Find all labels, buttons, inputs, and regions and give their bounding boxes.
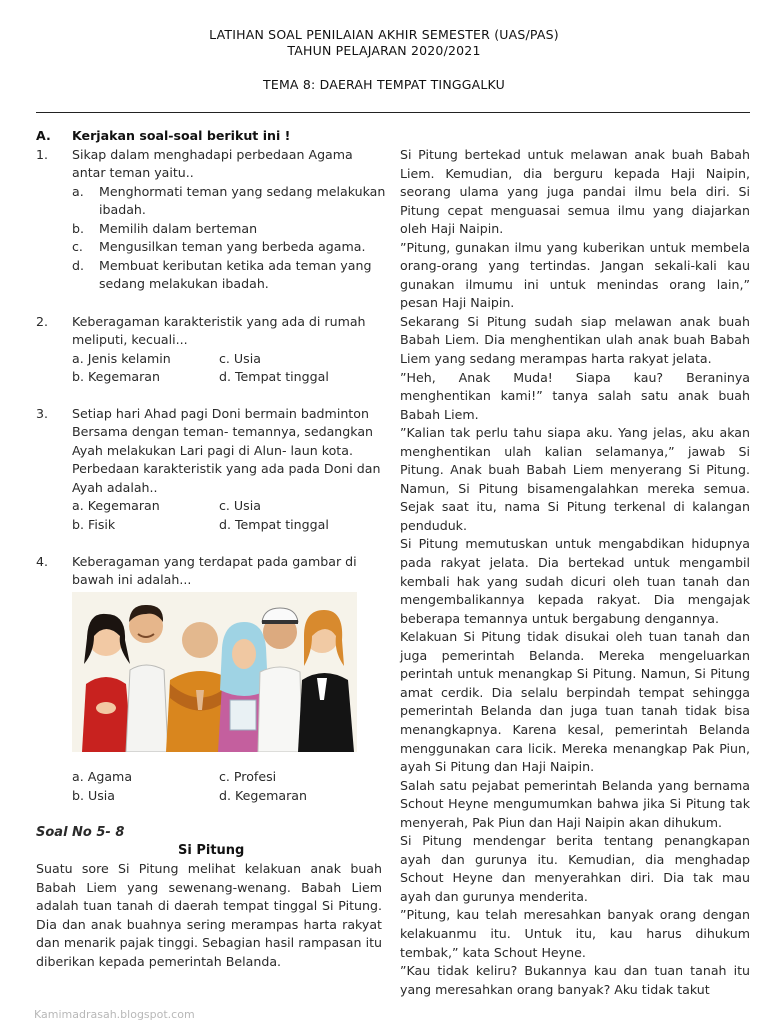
doc-year: TAHUN PELAJARAN 2020/2021 [287,43,481,58]
story-paragraph: Salah satu pejabat pemerintah Belanda yang bernama Schout Heyne mengumumkan bahwa jika Si Pitung tak menyerah, Pak Piun dan Haji Naipin akan dihukum. [400,777,750,830]
q1-option-letter: c. [72,239,83,254]
q3-option-b: b. Fisik [72,517,116,532]
q4-option-d: d. Kegemaran [219,788,307,803]
q1-option-d-cont: sedang melakukan ibadah. [99,276,269,291]
q2-option-b: b. Kegemaran [72,369,160,384]
q2-number: 2. [36,314,49,329]
story-paragraph: ”Pitung, kau telah meresahkan banyak orang dengan kelakuanmu itu. Untuk itu, kau harus dihukum tembak,” kata Schout Heyne. [400,907,750,960]
q1-option-b: Memilih dalam berteman [99,221,258,236]
story-paragraph: Si Pitung memutuskan untuk mengabdikan hidupnya pada rakyat jelata. Dia bertekad untuk mengambil kembali hak yang sudah dicuri oleh tuan tanah dan mengembalikannya kepada rakyat. Dia mengajak beberapa temannya untuk bergabung dengannya. [400,536,750,626]
figure-boy-white [126,605,168,752]
diversity-illustration [72,592,357,752]
section-letter: A. [36,128,51,143]
story-title: Si Pitung [178,843,245,858]
soal-label: Soal No 5- 8 [36,825,125,840]
section-instruction: Kerjakan soal-soal berikut ini ! [72,128,291,143]
story-continuation [400,146,750,999]
q1-option-d: Membuat keributan ketika ada teman yang [99,258,372,273]
q3-line: Ayah melakukan Lari pagi di Alun- laun kota. [72,443,353,458]
story-paragraph: Sekarang Si Pitung sudah siap melawan anak buah Babah Liem. Dia menghentikan ulah anak buah Babah Liem yang sedang merampas harta rakyat jelata. [400,313,750,367]
q3-line: Setiap hari Ahad pagi Doni bermain badminton [72,406,369,421]
q3-option-a: a. Kegemaran [72,498,160,513]
q1-option-a: Menghormati teman yang sedang melakukan [99,184,386,199]
q3-number: 3. [36,406,49,421]
q2-option-a: a. Jenis kelamin [72,351,171,366]
footer-watermark: Kamimadrasah.blogspot.com [34,1008,195,1021]
q1-option-c: Mengusilkan teman yang berbeda agama. [99,239,366,254]
q3-option-d: d. Tempat tinggal [219,517,329,532]
story-paragraph: ”Heh, Anak Muda! Siapa kau? Beraninya menghentikan kami!” tanya salah satu anak buah Babah Liem. [400,369,750,422]
q1-line: antar teman yaitu.. [72,165,194,180]
story-intro [36,860,382,972]
header-divider [36,112,750,113]
q1-number: 1. [36,147,49,162]
q4-option-a: a. Agama [72,769,133,784]
q4-option-c: c. Profesi [219,769,277,784]
q4-line: bawah ini adalah... [72,572,192,587]
q1-option-a-cont: ibadah. [99,202,146,217]
story-paragraph: Kelakuan Si Pitung tidak disukai oleh tuan tanah dan juga pemerintah Belanda. Mereka mengeluarkan perintah untuk menangkap Si Pitung. Namun, Si Pitung amat cerdik. Dia selalu berpindah tempat sehingga pemerintah Belanda dan juga tuan tanah tidak bisa menangkapnya. Karena kesal, pemerintah Belanda menggunakan cara licik. Mereka menangkap Pak Piun, ayah Si Pitung dan Haji Naipin. [400,629,750,775]
q3-line: Bersama dengan teman- temannya, sedangkan [72,424,374,439]
q1-option-letter: d. [72,258,84,273]
q2-option-c: c. Usia [219,351,261,366]
q3-line: Ayah adalah.. [72,480,158,495]
story-paragraph: ”Kau tidak keliru? Bukannya kau dan tuan tanah itu yang meresahkan orang banyak? Aku tidak takut [400,963,750,997]
figure-man-cap [258,608,302,752]
q4-line: Keberagaman yang terdapat pada gambar di [72,554,357,569]
q4-number: 4. [36,554,49,569]
q3-line: Perbedaan karakteristik yang ada pada Doni dan [72,461,381,476]
story-paragraph: ”Kalian tak perlu tahu siapa aku. Yang jelas, aku akan menghentikan ulah kalian selamanya,” jawab Si Pitung. Anak buah Babah Liem menyerang Si Pitung. Namun, Si Pitung bisamengalahkan mereka semua. Sejak saat itu, nama Si Pitung terkenal di kalangan penduduk. [400,425,750,533]
q4-option-b: b. Usia [72,788,115,803]
story-paragraph: Suatu sore Si Pitung melihat kelakuan anak buah Babah Liem yang sewenang-wenang. Babah Liem adalah tuan tanah di daerah tempat tinggal Si Pitung. Dia dan anak buahnya sering merampas harta rakyat dan menarik pajak tinggi. Sebagian hasil rampasan itu diberikan kepada pemerintah Belanda. [36,861,382,969]
story-paragraph: ”Pitung, gunakan ilmu yang kuberikan untuk membela orang-orang yang tertindas. Jangan sekali-kali kau gunakan ilmumu ini untuk menindas orang lain,” pesan Haji Naipin. [400,239,750,311]
doc-title: LATIHAN SOAL PENILAIAN AKHIR SEMESTER (UAS/PAS) [209,27,559,42]
q2-option-d: d. Tempat tinggal [219,369,329,384]
q3-option-c: c. Usia [219,498,261,513]
story-paragraph: Si Pitung mendengar berita tentang penangkapan ayah dan gurunya itu. Kemudian, dia menghadap Schout Heyne dan menyerahkan diri. Dia tak mau ayah dan gurunya menderita. [400,833,750,904]
q1-option-letter: b. [72,221,84,236]
q2-line: meliputi, kecuali... [72,332,188,347]
q2-line: Keberagaman karakteristik yang ada di rumah [72,314,366,329]
doc-theme: TEMA 8: DAERAH TEMPAT TINGGALKU [263,77,505,92]
q1-option-letter: a. [72,184,84,199]
q1-line: Sikap dalam menghadapi perbedaan Agama [72,147,353,162]
story-paragraph: Si Pitung bertekad untuk melawan anak buah Babah Liem. Kemudian, dia berguru kepada Haji Naipin, seorang ulama yang juga pandai ilmu bela diri. Si Pitung cepat menguasai semua ilmu yang diajarkan oleh Haji Naipin. [400,147,750,237]
